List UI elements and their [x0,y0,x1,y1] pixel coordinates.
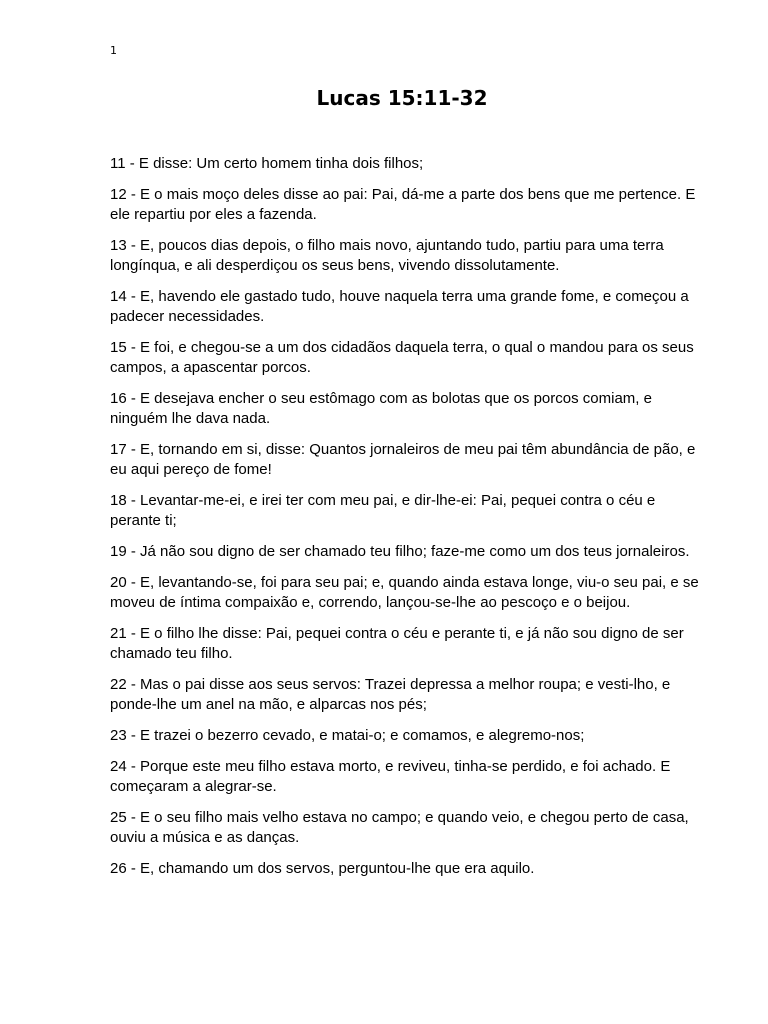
verse-12: 12 - E o mais moço deles disse ao pai: Pai, dá-me a parte dos bens que me pertence. E ele repartiu por eles a fazenda. [110,186,696,223]
verse-13: 13 - E, poucos dias depois, o filho mais novo, ajuntando tudo, partiu para uma terra longínqua, e ali desperdiçou os seus bens, vivendo dissolutamente. [110,237,664,274]
verse-17: 17 - E, tornando em si, disse: Quantos jornaleiros de meu pai têm abundância de pão, e eu aqui pereço de fome! [110,441,696,478]
verse-25: 25 - E o seu filho mais velho estava no campo; e quando veio, e chegou perto de casa, ouviu a música e as danças. [110,809,689,846]
verse-19: 19 - Já não sou digno de ser chamado teu filho; faze-me como um dos teus jornaleiros. [110,543,690,560]
verse-16: 16 - E desejava encher o seu estômago com as bolotas que os porcos comiam, e ninguém lhe dava nada. [110,390,652,427]
page-number: 1 [110,44,117,57]
verse-23: 23 - E trazei o bezerro cevado, e matai-o; e comamos, e alegremo-nos; [110,727,585,744]
verse-11: 11 - E disse: Um certo homem tinha dois filhos; [110,155,424,172]
verse-15: 15 - E foi, e chegou-se a um dos cidadãos daquela terra, o qual o mandou para os seus campos, a apascentar porcos. [110,339,694,376]
verse-list [110,154,702,890]
verse-24: 24 - Porque este meu filho estava morto, e reviveu, tinha-se perdido, e foi achado. E começaram a alegrar-se. [110,758,671,795]
page-title: Lucas 15:11-32 [316,86,488,110]
verse-20: 20 - E, levantando-se, foi para seu pai; e, quando ainda estava longe, viu-o seu pai, e se moveu de íntima compaixão e, correndo, lançou-se-lhe ao pescoço e o beijou. [110,574,699,611]
verse-26: 26 - E, chamando um dos servos, perguntou-lhe que era aquilo. [110,860,535,877]
verse-21: 21 - E o filho lhe disse: Pai, pequei contra o céu e perante ti, e já não sou digno de ser chamado teu filho. [110,625,684,662]
verse-22: 22 - Mas o pai disse aos seus servos: Trazei depressa a melhor roupa; e vesti-lho, e ponde-lhe um anel na mão, e alparcas nos pés; [110,676,671,713]
verse-14: 14 - E, havendo ele gastado tudo, houve naquela terra uma grande fome, e começou a padecer necessidades. [110,288,689,325]
verse-18: 18 - Levantar-me-ei, e irei ter com meu pai, e dir-lhe-ei: Pai, pequei contra o céu e perante ti; [110,492,656,529]
